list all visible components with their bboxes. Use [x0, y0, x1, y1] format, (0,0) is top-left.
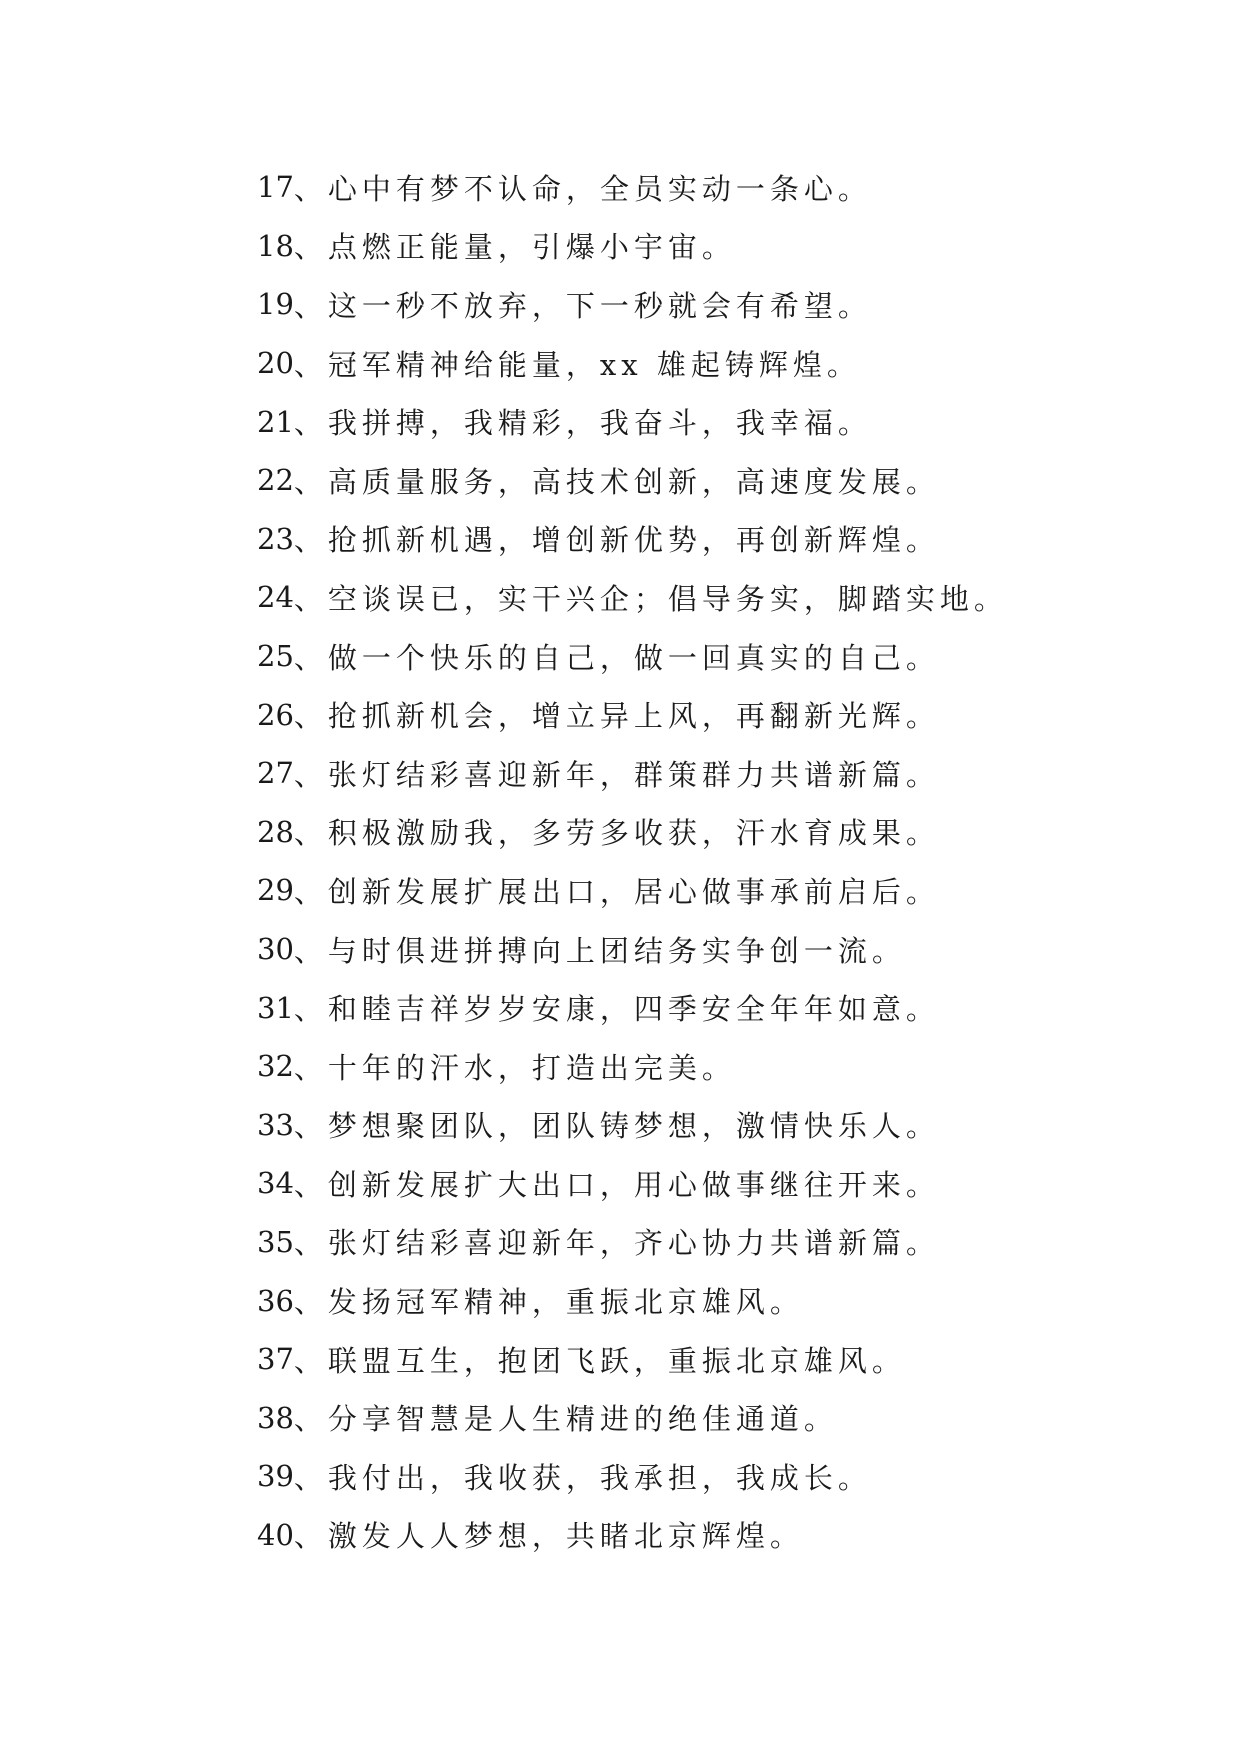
- item-number: 31: [257, 990, 294, 1025]
- item-number: 24: [257, 580, 294, 615]
- list-item: [257, 978, 1217, 1037]
- list-item: [257, 803, 1217, 862]
- item-separator: 、: [293, 1167, 328, 1202]
- item-text: 我拼搏，我精彩，我奋斗，我幸福。: [327, 406, 872, 441]
- item-number: 39: [257, 1459, 294, 1494]
- list-item: [257, 275, 1217, 334]
- item-separator: 、: [293, 523, 328, 558]
- item-separator: 、: [293, 1109, 328, 1144]
- item-separator: 、: [293, 1285, 328, 1320]
- list-item: [257, 510, 1217, 569]
- item-text: 发扬冠军精神，重振北京雄风。: [327, 1285, 804, 1320]
- item-text: 这一秒不放弃，下一秒就会有希望。: [327, 288, 872, 323]
- item-separator: 、: [293, 757, 328, 792]
- item-text: 与时俱进拼搏向上团结务实争创一流。: [327, 933, 906, 968]
- item-text: 创新发展扩展出口，居心做事承前启后。: [327, 874, 940, 909]
- list-item: [257, 451, 1217, 510]
- item-text: 空谈误已，实干兴企；倡导务实，脚踏实地。: [327, 581, 1008, 616]
- list-item: [257, 1271, 1217, 1330]
- item-separator: 、: [293, 1050, 328, 1085]
- item-number: 26: [257, 697, 294, 732]
- item-number: 20: [257, 346, 294, 381]
- item-text: 激发人人梦想，共睹北京辉煌。: [327, 1519, 804, 1554]
- item-text: 和睦吉祥岁岁安康，四季安全年年如意。: [327, 992, 940, 1027]
- list-item: [257, 1388, 1217, 1447]
- list-item: [257, 1447, 1217, 1506]
- list-item: [257, 568, 1217, 627]
- item-text: 联盟互生，抱团飞跃，重振北京雄风。: [327, 1343, 906, 1378]
- item-number: 27: [257, 756, 294, 791]
- item-separator: 、: [293, 1402, 328, 1437]
- item-separator: 、: [293, 1226, 328, 1261]
- item-number: 30: [257, 932, 294, 967]
- list-item: [257, 1506, 1217, 1565]
- item-number: 33: [257, 1107, 294, 1142]
- list-item: [257, 158, 1217, 217]
- item-separator: 、: [293, 1343, 328, 1378]
- item-text: 抢抓新机遇，增创新优势，再创新辉煌。: [327, 523, 940, 558]
- item-separator: 、: [293, 464, 328, 499]
- item-number: 34: [257, 1166, 294, 1201]
- item-separator: 、: [293, 640, 328, 675]
- item-text: 冠军精神给能量，xx 雄起铸辉煌。: [327, 347, 861, 382]
- list-item: [257, 861, 1217, 920]
- item-number: 19: [257, 287, 294, 322]
- item-separator: 、: [293, 992, 328, 1027]
- list-item: [257, 1037, 1217, 1096]
- item-separator: 、: [293, 874, 328, 909]
- item-separator: 、: [293, 347, 328, 382]
- item-number: 21: [257, 404, 294, 439]
- item-text: 张灯结彩喜迎新年，群策群力共谱新篇。: [327, 757, 940, 792]
- list-item: [257, 627, 1217, 686]
- item-number: 28: [257, 814, 294, 849]
- item-text: 分享智慧是人生精进的绝佳通道。: [327, 1402, 838, 1437]
- item-separator: 、: [293, 230, 328, 265]
- item-number: 17: [257, 170, 294, 205]
- item-number: 37: [257, 1342, 294, 1377]
- item-separator: 、: [293, 699, 328, 734]
- item-number: 18: [257, 228, 294, 263]
- item-separator: 、: [293, 1519, 328, 1554]
- item-separator: 、: [293, 171, 328, 206]
- item-separator: 、: [293, 406, 328, 441]
- item-number: 36: [257, 1283, 294, 1318]
- item-separator: 、: [293, 933, 328, 968]
- item-text: 创新发展扩大出口，用心做事继往开来。: [327, 1167, 940, 1202]
- item-number: 38: [257, 1400, 294, 1435]
- slogan-list: [257, 158, 1217, 1564]
- item-number: 25: [257, 639, 294, 674]
- list-item: [257, 744, 1217, 803]
- list-item: [257, 217, 1217, 276]
- item-text: 我付出，我收获，我承担，我成长。: [327, 1460, 872, 1495]
- item-text: 积极激励我，多劳多收获，汗水育成果。: [327, 816, 940, 851]
- item-separator: 、: [293, 581, 328, 616]
- item-separator: 、: [293, 1460, 328, 1495]
- item-number: 22: [257, 463, 294, 498]
- item-number: 29: [257, 873, 294, 908]
- item-separator: 、: [293, 288, 328, 323]
- item-text: 十年的汗水，打造出完美。: [327, 1050, 736, 1085]
- item-text: 梦想聚团队，团队铸梦想，激情快乐人。: [327, 1109, 940, 1144]
- item-text: 高质量服务，高技术创新，高速度发展。: [327, 464, 940, 499]
- list-item: [257, 392, 1217, 451]
- list-item: [257, 1330, 1217, 1389]
- item-text: 心中有梦不认命，全员实动一条心。: [327, 171, 872, 206]
- item-separator: 、: [293, 816, 328, 851]
- list-item: [257, 920, 1217, 979]
- item-text: 做一个快乐的自己，做一回真实的自己。: [327, 640, 940, 675]
- item-number: 40: [257, 1517, 294, 1552]
- item-text: 张灯结彩喜迎新年，齐心协力共谱新篇。: [327, 1226, 940, 1261]
- item-text: 点燃正能量，引爆小宇宙。: [327, 230, 736, 265]
- list-item: [257, 1154, 1217, 1213]
- list-item: [257, 1096, 1217, 1155]
- item-number: 32: [257, 1049, 294, 1084]
- item-text: 抢抓新机会，增立异上风，再翻新光辉。: [327, 699, 940, 734]
- item-number: 35: [257, 1224, 294, 1259]
- list-item: [257, 334, 1217, 393]
- item-number: 23: [257, 521, 294, 556]
- list-item: [257, 1213, 1217, 1272]
- list-item: [257, 685, 1217, 744]
